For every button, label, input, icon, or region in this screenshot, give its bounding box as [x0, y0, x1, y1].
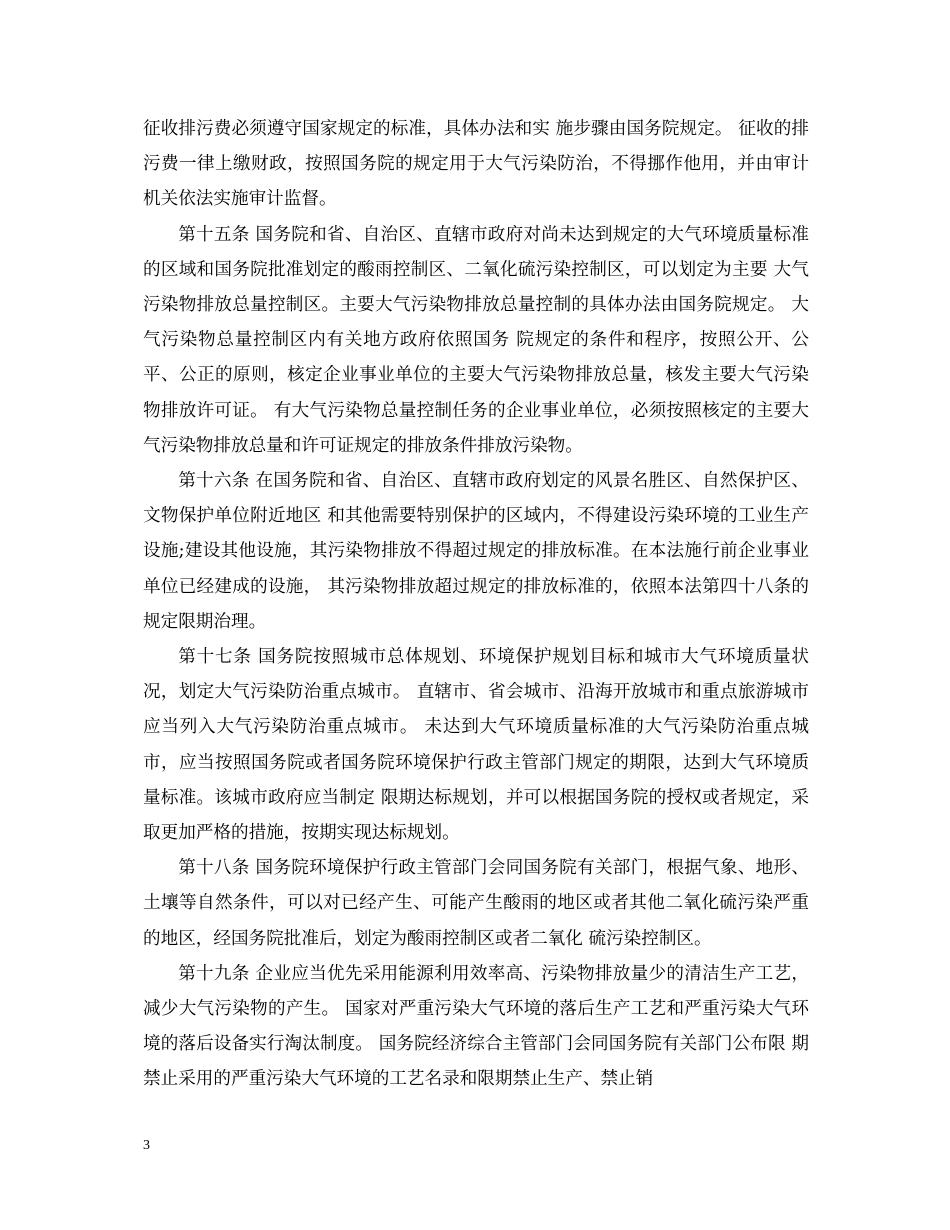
article-19-paragraph: 第十九条 企业应当优先采用能源利用效率高、污染物排放量少的清洁生产工艺，减少大气污染物的产生。 国家对严重污染大气环境的落后生产工艺和严重污染大气环境的落后设备实行淘汰制度。 国务院经济综合主管部门会同国务院有关部门公布限 期禁止采用的严重污染大气环境的工艺名录和限期禁止生产、禁止销 — [143, 963, 809, 1090]
page-body — [143, 112, 809, 1098]
page-number: 3 — [143, 1138, 150, 1153]
paragraph-continuation: 征收排污费必须遵守国家规定的标准，具体办法和实 施步骤由国务院规定。 征收的排污费一律上缴财政，按照国务院的规定用于大气污染防治，不得挪作他用，并由审计机关依法实施审计监督。 — [143, 119, 809, 210]
article-15-paragraph: 第十五条 国务院和省、自治区、直辖市政府对尚未达到规定的大气环境质量标准的区域和国务院批准划定的酸雨控制区、二氧化硫污染控制区，可以划定为主要 大气污染物排放总量控制区。主要大气污染物排放总量控制的具体办法由国务院规定。 大气污染物总量控制区内有关地方政府依照国务 院规定的条件和程序，按照公开、公平、公正的原则，核定企业事业单位的主要大气污染物排放总量，核发主要大气污染物排放许可证。 有大气污染物总量控制任务的企业事业单位，必须按照核定的主要大气污染物排放总量和许可证规定的排放条件排放污染物。 — [143, 224, 809, 456]
article-17-paragraph: 第十七条 国务院按照城市总体规划、环境保护规划目标和城市大气环境质量状况，划定大气污染防治重点城市。 直辖市、省会城市、沿海开放城市和重点旅游城市应当列入大气污染防治重点城市。 未达到大气环境质量标准的大气污染防治重点城市，应当按照国务院或者国务院环境保护行政主管部门规定的期限，达到大气环境质量标准。该城市政府应当制定 限期达标规划，并可以根据国务院的授权或者规定，采取更加严格的措施，按期实现达标规划。 — [143, 647, 809, 844]
article-16-paragraph: 第十六条 在国务院和省、自治区、直辖市政府划定的风景名胜区、自然保护区、文物保护单位附近地区 和其他需要特别保护的区域内，不得建设污染环境的工业生产设施;建设其他设施，其污染物排放不得超过规定的排放标准。在本法施行前企业事业单位已经建成的设施， 其污染物排放超过规定的排放标准的，依照本法第四十八条的规定限期治理。 — [143, 471, 809, 632]
article-18-paragraph: 第十八条 国务院环境保护行政主管部门会同国务院有关部门，根据气象、地形、土壤等自然条件，可以对已经产生、可能产生酸雨的地区或者其他二氧化硫污染严重的地区，经国务院批准后，划定为酸雨控制区或者二氧化 硫污染控制区。 — [143, 858, 809, 949]
